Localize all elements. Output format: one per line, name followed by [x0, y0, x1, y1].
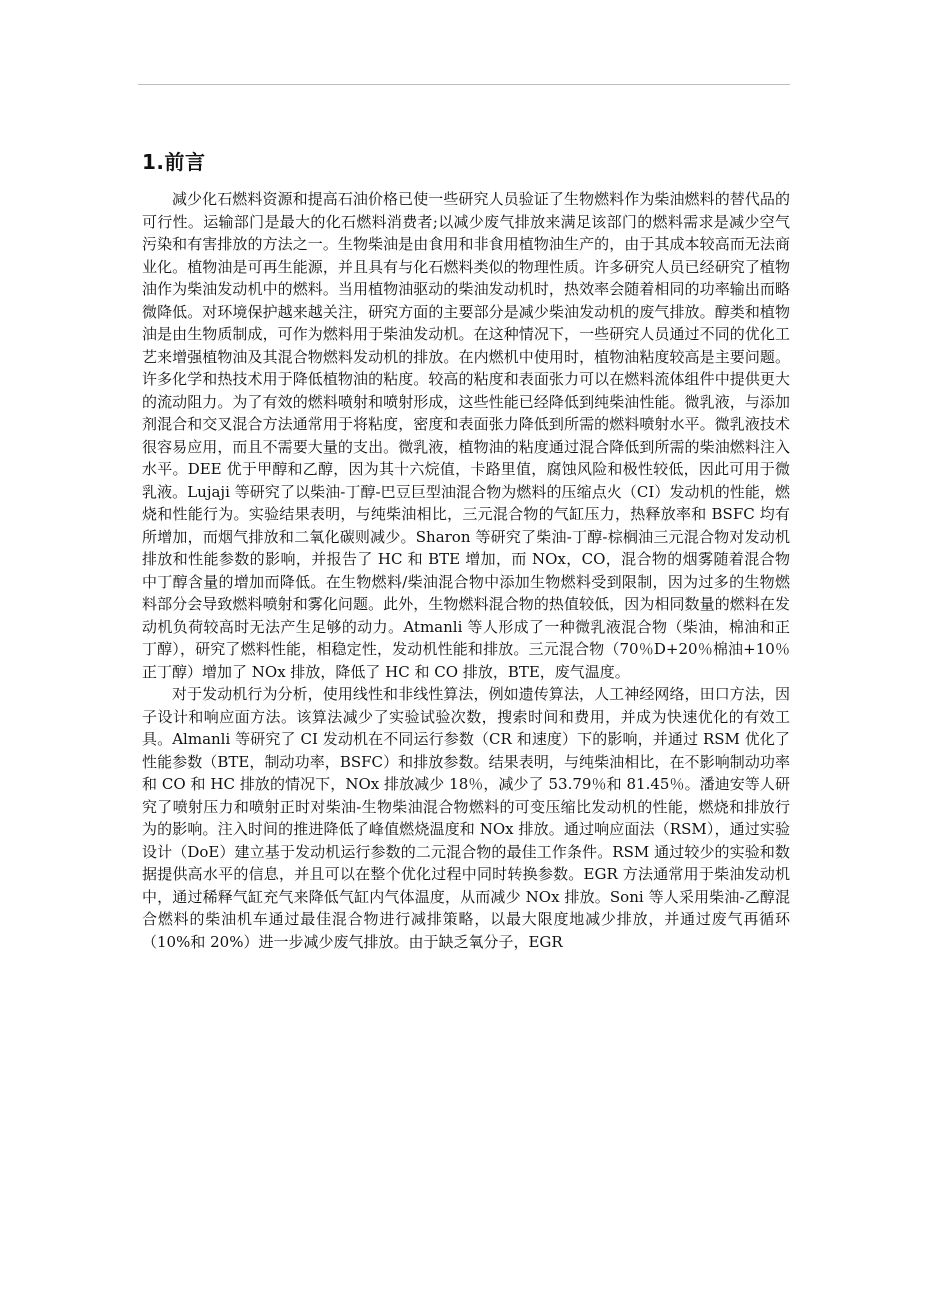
body-paragraph-2: 对于发动机行为分析，使用线性和非线性算法，例如遗传算法，人工神经网络，田口方法，因子设计和响应面方法。该算法减少了实验试验次数，搜索时间和费用，并成为快速优化的有效工具。Almanli 等研究了 CI 发动机在不同运行参数（CR 和速度）下的影响，并通过 RSM 优化了性能参数（BTE，制动功率，BSFC）和排放参数。结果表明，与纯柴油相比，在不影响制动功率和 CO 和 HC 排放的情况下，NOx 排放减少 18％，减少了 53.79％和 81.45％。潘迪安等人研究了喷射压力和喷射正时对柴油-生物柴油混合物燃料的可变压缩比发动机的性能，燃烧和排放行为的影响。注入时间的推进降低了峰值燃烧温度和 NOx 排放。通过响应面法（RSM），通过实验设计（DoE）建立基于发动机运行参数的二元混合物的最佳工作条件。RSM 通过较少的实验和数据提供高水平的信息，并且可以在整个优化过程中同时转换参数。EGR 方法通常用于柴油发动机中，通过稀释气缸充气来降低气缸内气体温度，从而减少 NOx 排放。Soni 等人采用柴油-乙醇混合燃料的柴油机车通过最佳混合物进行减排策略，以最大限度地减少排放，并通过废气再循环（10%和 20%）进一步减少废气排放。由于缺乏氧分子，EGR	[142, 685, 790, 951]
document-body	[142, 142, 790, 953]
section-title: 1.前言	[142, 150, 206, 174]
header-rule	[138, 84, 790, 85]
body-paragraph-1: 减少化石燃料资源和提高石油价格已使一些研究人员验证了生物燃料作为柴油燃料的替代品的可行性。运输部门是最大的化石燃料消费者;以减少废气排放来满足该部门的燃料需求是减少空气污染和有害排放的方法之一。生物柴油是由食用和非食用植物油生产的，由于其成本较高而无法商业化。植物油是可再生能源，并且具有与化石燃料类似的物理性质。许多研究人员已经研究了植物油作为柴油发动机中的燃料。当用植物油驱动的柴油发动机时，热效率会随着相同的功率输出而略微降低。对环境保护越来越关注，研究方面的主要部分是减少柴油发动机的废气排放。醇类和植物油是由生物质制成，可作为燃料用于柴油发动机。在这种情况下，一些研究人员通过不同的优化工艺来增强植物油及其混合物燃料发动机的排放。在内燃机中使用时，植物油粘度较高是主要问题。许多化学和热技术用于降低植物油的粘度。较高的粘度和表面张力可以在燃料流体组件中提供更大的流动阻力。为了有效的燃料喷射和喷射形成，这些性能已经降低到纯柴油性能。微乳液，与添加剂混合和交叉混合方法通常用于将粘度，密度和表面张力降低到所需的燃料喷射水平。微乳液技术很容易应用，而且不需要大量的支出。微乳液，植物油的粘度通过混合降低到所需的柴油燃料注入水平。DEE 优于甲醇和乙醇，因为其十六烷值，卡路里值，腐蚀风险和极性较低，因此可用于微乳液。Lujaji 等研究了以柴油-丁醇-巴豆巨型油混合物为燃料的压缩点火（CI）发动机的性能，燃烧和性能行为。实验结果表明，与纯柴油相比，三元混合物的气缸压力，热释放率和 BSFC 均有所增加，而烟气排放和二氧化碳则减少。Sharon 等研究了柴油-丁醇-棕榈油三元混合物对发动机排放和性能参数的影响，并报告了 HC 和 BTE 增加，而 NOx，CO，混合物的烟雾随着混合物中丁醇含量的增加而降低。在生物燃料/柴油混合物中添加生物燃料受到限制，因为过多的生物燃料部分会导致燃料喷射和雾化问题。此外，生物燃料混合物的热值较低，因为相同数量的燃料在发动机负荷较高时无法产生足够的动力。Atmanli 等人形成了一种微乳液混合物（柴油，棉油和正丁醇），研究了燃料性能，相稳定性，发动机性能和排放。三元混合物（70％D+20％棉油+10％正丁醇）增加了 NOx 排放，降低了 HC 和 CO 排放，BTE，废气温度。	[142, 190, 790, 681]
